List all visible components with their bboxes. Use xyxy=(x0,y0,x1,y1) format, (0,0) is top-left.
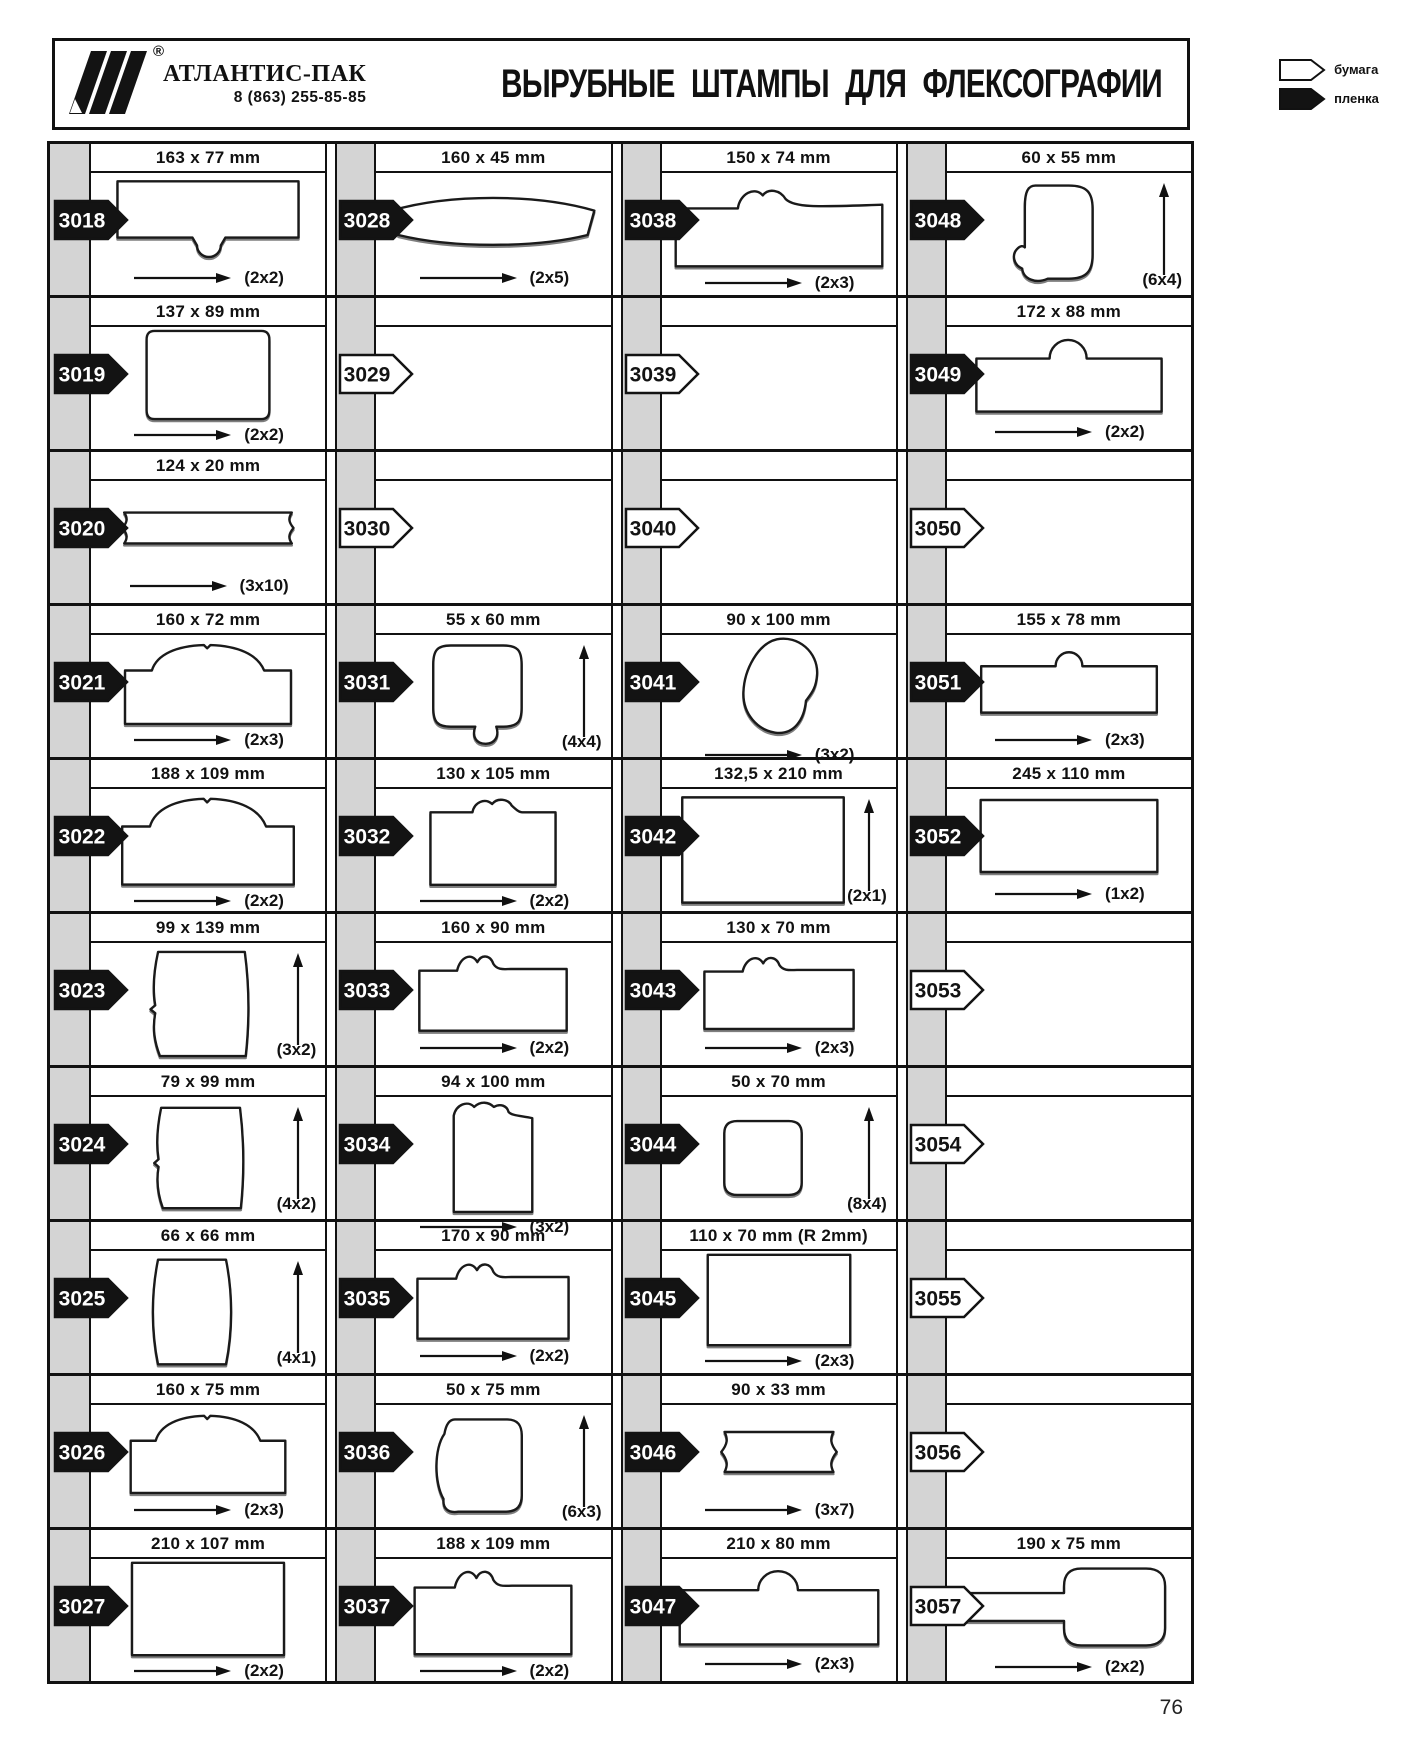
die-dimensions: 160 x 72 mm xyxy=(91,606,325,635)
die-dimensions: 160 x 45 mm xyxy=(376,144,610,173)
direction-arrow-right-icon xyxy=(993,1660,1093,1674)
registered-trademark-icon: ® xyxy=(153,42,165,60)
die-layout-count: (2x3) xyxy=(814,1351,855,1370)
die-layout-count: (2x2) xyxy=(529,1346,570,1365)
svg-text:3048: 3048 xyxy=(914,209,962,232)
die-dimensions: 79 x 99 mm xyxy=(91,1068,325,1097)
die-cell-3030 xyxy=(335,452,620,603)
die-layout-count: (4x2) xyxy=(276,1194,317,1213)
film-die-id-badge xyxy=(624,661,700,703)
die-dimensions: 110 x 70 mm (R 2mm) xyxy=(662,1222,896,1251)
die-layout-count: (8x4) xyxy=(847,1194,887,1213)
die-dimensions xyxy=(947,1068,1191,1097)
die-dimensions: 50 x 70 mm xyxy=(662,1068,896,1097)
die-layout-count: (4x4) xyxy=(561,732,602,751)
die-arrow-count-row xyxy=(91,1659,325,1683)
die-dimensions: 60 x 55 mm xyxy=(947,144,1191,173)
paper-badge-icon xyxy=(1278,58,1326,82)
die-grid-row xyxy=(50,295,1191,449)
die-shape-rect-bump-small-icon xyxy=(977,647,1161,717)
svg-text:3029: 3029 xyxy=(343,363,391,386)
direction-arrow-right-icon xyxy=(132,1664,232,1678)
die-cell-3043 xyxy=(621,914,906,1065)
die-layout-count: (2x2) xyxy=(529,1038,570,1057)
die-cell-3042 xyxy=(621,760,906,911)
die-dimensions: 170 x 90 mm xyxy=(376,1222,610,1251)
direction-arrow-right-icon xyxy=(703,1354,803,1368)
die-layout-count: (2x2) xyxy=(1105,422,1145,441)
paper-die-id-badge xyxy=(624,353,700,395)
die-shape-blob-lobe-icon xyxy=(1009,181,1097,287)
brand-phone: 8 (863) 255-85-85 xyxy=(233,89,367,106)
die-cell-3051 xyxy=(906,606,1191,757)
die-layout-count: (2x1) xyxy=(847,886,887,905)
die-cell-3036 xyxy=(335,1376,620,1527)
die-dimensions: 90 x 100 mm xyxy=(662,606,896,635)
die-layout-count: (2x2) xyxy=(244,891,284,910)
die-layout-count: (6x4) xyxy=(1142,270,1182,289)
film-die-id-badge xyxy=(624,815,700,857)
svg-text:3037: 3037 xyxy=(343,1595,391,1618)
die-cell-3047 xyxy=(621,1530,906,1681)
die-cell-3026 xyxy=(50,1376,335,1527)
die-dimensions: 210 x 107 mm xyxy=(91,1530,325,1559)
direction-arrow-right-icon xyxy=(993,887,1093,901)
film-die-id-badge xyxy=(909,353,985,395)
die-shape-rect-plain-icon xyxy=(704,1251,854,1349)
die-shape-rect-wavy-top-icon xyxy=(413,1253,573,1343)
die-cell-3023 xyxy=(50,914,335,1065)
film-die-id-badge xyxy=(53,661,129,703)
die-shape-rect-plain-icon xyxy=(976,797,1162,875)
die-grid-row xyxy=(50,757,1191,911)
die-layout-count: (2x3) xyxy=(814,1654,855,1673)
svg-text:3054: 3054 xyxy=(914,1133,962,1156)
die-grid xyxy=(47,141,1194,1684)
die-arrow-count-row xyxy=(662,1498,896,1522)
direction-arrow-up-icon xyxy=(862,797,876,893)
legend-film-label: пленка xyxy=(1334,91,1379,106)
svg-text:3025: 3025 xyxy=(58,1287,106,1310)
svg-text:3021: 3021 xyxy=(58,671,106,694)
die-layout-count: (3x2) xyxy=(814,745,855,764)
svg-text:3038: 3038 xyxy=(629,209,676,232)
die-arrow-count-row xyxy=(91,266,325,290)
die-shape-rect-dome-wide-icon xyxy=(120,636,296,728)
film-die-id-badge xyxy=(53,1123,129,1165)
die-grid-row xyxy=(50,1527,1191,1681)
film-die-id-badge xyxy=(624,1123,700,1165)
die-arrow-count-row xyxy=(947,1655,1191,1679)
direction-arrow-up-icon xyxy=(577,643,591,739)
die-dimensions xyxy=(662,452,896,481)
die-arrow-count-row xyxy=(376,889,610,913)
paper-die-id-badge xyxy=(624,507,700,549)
direction-arrow-right-icon xyxy=(703,1041,803,1055)
svg-text:3042: 3042 xyxy=(629,825,676,848)
die-layout-count: (3x2) xyxy=(276,1040,317,1059)
die-dimensions: 163 x 77 mm xyxy=(91,144,325,173)
die-layout-count: (2x2) xyxy=(244,1661,284,1680)
die-arrow-count-row xyxy=(376,266,610,290)
film-die-id-badge xyxy=(338,815,414,857)
die-layout-count: (2x2) xyxy=(529,891,570,910)
svg-text:3051: 3051 xyxy=(914,671,962,694)
die-arrow-count-row xyxy=(662,1652,896,1676)
die-arrow-count-row xyxy=(947,420,1191,444)
direction-arrow-up-icon xyxy=(577,1413,591,1509)
svg-text:3035: 3035 xyxy=(343,1287,391,1310)
paper-die-id-badge xyxy=(909,1123,985,1165)
header-box xyxy=(52,38,1379,130)
die-arrow-count-row xyxy=(662,1349,896,1373)
die-shape-rect-plain-icon xyxy=(128,1559,288,1659)
svg-text:3053: 3053 xyxy=(914,979,962,1002)
film-die-id-badge xyxy=(53,815,129,857)
die-cell-3052 xyxy=(906,760,1191,911)
svg-text:3031: 3031 xyxy=(343,671,391,694)
direction-arrow-up-icon xyxy=(291,951,305,1047)
material-legend xyxy=(1278,58,1410,111)
die-shape-rect-wavy-top-icon xyxy=(415,945,571,1035)
die-shape-rect-dome-wide-icon xyxy=(117,789,299,889)
die-cell-3039 xyxy=(621,298,906,449)
film-die-id-badge xyxy=(53,353,129,395)
legend-paper-label: бумага xyxy=(1334,62,1379,77)
die-cell-3020 xyxy=(50,452,335,603)
direction-arrow-up-icon xyxy=(291,1105,305,1201)
film-die-id-badge xyxy=(624,1431,700,1473)
die-cell-3057 xyxy=(906,1530,1191,1681)
direction-arrow-up-icon xyxy=(1157,181,1171,277)
die-arrow-count-row xyxy=(91,728,325,752)
film-die-id-badge xyxy=(338,1277,414,1319)
brand-name: АТЛАНТИС-ПАК xyxy=(163,61,367,87)
svg-text:3044: 3044 xyxy=(629,1133,676,1156)
svg-text:3041: 3041 xyxy=(629,671,676,694)
die-dimensions: 55 x 60 mm xyxy=(376,606,610,635)
die-dimensions xyxy=(376,298,610,327)
page-title: ВЫРУБНЫЕ ШТАМПЫ ДЛЯ ФЛЕКСОГРАФИИ xyxy=(501,61,1162,106)
die-cell-3040 xyxy=(621,452,906,603)
direction-arrow-right-icon xyxy=(132,1503,232,1517)
die-cell-3032 xyxy=(335,760,620,911)
die-layout-count: (2x2) xyxy=(244,268,284,287)
die-shape-barrel-icon xyxy=(141,1256,243,1368)
svg-text:3046: 3046 xyxy=(629,1441,676,1464)
svg-text:3056: 3056 xyxy=(914,1441,962,1464)
die-dimensions: 160 x 90 mm xyxy=(376,914,610,943)
die-layout-count: (2x3) xyxy=(814,1038,855,1057)
die-arrow-count-row xyxy=(662,271,896,295)
die-cell-3024 xyxy=(50,1068,335,1219)
direction-arrow-right-icon xyxy=(132,733,232,747)
direction-arrow-right-icon xyxy=(703,1503,803,1517)
direction-arrow-right-icon xyxy=(418,894,518,908)
die-cell-3018 xyxy=(50,144,335,295)
film-die-id-badge xyxy=(624,199,700,241)
die-arrow-count-row xyxy=(376,1659,610,1683)
svg-text:3024: 3024 xyxy=(58,1133,106,1156)
svg-text:3034: 3034 xyxy=(343,1133,391,1156)
die-shape-barrel-notch-icon xyxy=(132,1104,252,1212)
die-dimensions xyxy=(947,1222,1191,1251)
die-arrow-count-row xyxy=(91,574,325,598)
die-dimensions: 188 x 109 mm xyxy=(376,1530,610,1559)
svg-text:3036: 3036 xyxy=(343,1441,391,1464)
die-shape-rect-wavy-top-icon xyxy=(410,1559,576,1659)
direction-arrow-right-icon xyxy=(418,1041,518,1055)
die-dimensions xyxy=(947,452,1191,481)
die-cell-3027 xyxy=(50,1530,335,1681)
die-dimensions xyxy=(947,1376,1191,1405)
die-cell-3025 xyxy=(50,1222,335,1373)
die-cell-3029 xyxy=(335,298,620,449)
die-layout-count: (1x2) xyxy=(1105,884,1145,903)
die-cell-3046 xyxy=(621,1376,906,1527)
direction-arrow-right-icon xyxy=(418,1664,518,1678)
die-cell-3037 xyxy=(335,1530,620,1681)
film-die-id-badge xyxy=(338,1123,414,1165)
film-die-id-badge xyxy=(909,661,985,703)
die-shape-blob-square-icon xyxy=(427,1414,527,1518)
die-cell-3048 xyxy=(906,144,1191,295)
die-cell-3056 xyxy=(906,1376,1191,1527)
die-layout-count: (2x3) xyxy=(1105,730,1145,749)
die-grid-row xyxy=(50,1219,1191,1373)
film-die-id-badge xyxy=(909,199,985,241)
direction-arrow-right-icon xyxy=(132,271,232,285)
die-layout-count: (2x3) xyxy=(244,1500,284,1519)
die-cell-3041 xyxy=(621,606,906,764)
die-shape-barrel-notch-icon xyxy=(126,948,258,1060)
die-cell-3049 xyxy=(906,298,1191,449)
die-dimensions: 188 x 109 mm xyxy=(91,760,325,789)
die-dimensions: 130 x 105 mm xyxy=(376,760,610,789)
die-dimensions: 155 x 78 mm xyxy=(947,606,1191,635)
film-die-id-badge xyxy=(624,1585,700,1627)
svg-text:3049: 3049 xyxy=(914,363,962,386)
legend-film-row xyxy=(1278,87,1410,111)
film-die-id-badge xyxy=(53,969,129,1011)
die-shape-rect-wavy-top-icon xyxy=(700,947,858,1033)
die-shape-rounded-rect-icon xyxy=(143,327,273,423)
die-dimensions: 66 x 66 mm xyxy=(91,1222,325,1251)
die-layout-count: (6x3) xyxy=(561,1502,602,1521)
film-die-id-badge xyxy=(338,661,414,703)
die-layout-count: (3x7) xyxy=(814,1500,855,1519)
die-layout-count: (2x3) xyxy=(244,730,284,749)
svg-text:3040: 3040 xyxy=(629,517,676,540)
atlantis-pak-logo-icon xyxy=(67,42,165,122)
die-cell-3054 xyxy=(906,1068,1191,1219)
paper-die-id-badge xyxy=(338,353,414,395)
svg-text:3045: 3045 xyxy=(629,1287,676,1310)
die-shape-rect-plain-icon xyxy=(678,793,848,907)
die-cell-3045 xyxy=(621,1222,906,1373)
svg-text:3026: 3026 xyxy=(58,1441,106,1464)
die-arrow-count-row xyxy=(91,1498,325,1522)
svg-text:3039: 3039 xyxy=(629,363,676,386)
die-cell-3053 xyxy=(906,914,1191,1065)
svg-text:3033: 3033 xyxy=(343,979,391,1002)
paper-die-id-badge xyxy=(909,1585,985,1627)
svg-text:3028: 3028 xyxy=(343,209,391,232)
direction-arrow-right-icon xyxy=(418,1349,518,1363)
svg-text:3047: 3047 xyxy=(629,1595,676,1618)
paper-die-id-badge xyxy=(909,1277,985,1319)
die-dimensions: 99 x 139 mm xyxy=(91,914,325,943)
film-die-id-badge xyxy=(53,1431,129,1473)
die-shape-rect-notch-bottom-icon xyxy=(112,176,304,264)
die-arrow-count-row xyxy=(947,882,1191,906)
direction-arrow-up-icon xyxy=(862,1105,876,1201)
die-dimensions: 210 x 80 mm xyxy=(662,1530,896,1559)
svg-text:3052: 3052 xyxy=(914,825,962,848)
die-cell-3055 xyxy=(906,1222,1191,1373)
die-layout-count: (2x2) xyxy=(1105,1657,1145,1676)
direction-arrow-right-icon xyxy=(703,1657,803,1671)
die-shape-rect-dome-wide-icon xyxy=(126,1407,290,1497)
die-dimensions xyxy=(947,914,1191,943)
svg-text:3020: 3020 xyxy=(58,517,106,540)
die-grid-row xyxy=(50,1373,1191,1527)
die-cell-3038 xyxy=(621,144,906,295)
svg-text:3023: 3023 xyxy=(58,979,106,1002)
die-cell-3028 xyxy=(335,144,620,295)
direction-arrow-right-icon xyxy=(128,579,228,593)
svg-text:3050: 3050 xyxy=(914,517,962,540)
film-die-id-badge xyxy=(53,507,129,549)
die-layout-count: (2x2) xyxy=(529,1661,570,1680)
die-grid-row xyxy=(50,449,1191,603)
direction-arrow-right-icon xyxy=(993,425,1093,439)
die-dimensions: 94 x 100 mm xyxy=(376,1068,610,1097)
die-arrow-count-row xyxy=(376,1036,610,1060)
svg-text:3027: 3027 xyxy=(58,1595,106,1618)
die-shape-tag-icon xyxy=(963,1559,1175,1655)
die-arrow-count-row xyxy=(662,1036,896,1060)
die-dimensions: 132,5 x 210 mm xyxy=(662,760,896,789)
die-cell-3021 xyxy=(50,606,335,757)
film-die-id-badge xyxy=(338,969,414,1011)
die-dimensions: 172 x 88 mm xyxy=(947,298,1191,327)
svg-text:3030: 3030 xyxy=(343,517,391,540)
legend-paper-row xyxy=(1278,58,1410,82)
die-dimensions: 124 x 20 mm xyxy=(91,452,325,481)
film-die-id-badge xyxy=(909,815,985,857)
svg-text:3022: 3022 xyxy=(58,825,106,848)
die-shape-blob-egg-icon xyxy=(734,635,824,743)
film-die-id-badge xyxy=(338,199,414,241)
die-cell-3033 xyxy=(335,914,620,1065)
die-dimensions: 90 x 33 mm xyxy=(662,1376,896,1405)
die-arrow-count-row xyxy=(91,889,325,913)
film-die-id-badge xyxy=(53,1277,129,1319)
die-grid-row xyxy=(50,603,1191,764)
die-shape-rect-dome-bump-icon xyxy=(675,1563,883,1649)
die-cell-3044 xyxy=(621,1068,906,1219)
svg-text:3057: 3057 xyxy=(914,1595,962,1618)
die-cell-3022 xyxy=(50,760,335,911)
die-shape-rect-bump-wavy-icon xyxy=(426,789,560,889)
brand-block xyxy=(67,42,385,122)
direction-arrow-right-icon xyxy=(993,733,1093,747)
die-dimensions: 190 x 75 mm xyxy=(947,1530,1191,1559)
svg-text:3055: 3055 xyxy=(914,1287,962,1310)
die-layout-count: (2x2) xyxy=(244,425,284,444)
direction-arrow-up-icon xyxy=(291,1259,305,1355)
film-die-id-badge xyxy=(338,1431,414,1473)
die-cell-3035 xyxy=(335,1222,620,1373)
die-arrow-count-row xyxy=(376,1344,610,1368)
die-layout-count: (3x2) xyxy=(529,1217,570,1236)
die-layout-count: (3x10) xyxy=(239,576,289,595)
die-layout-count: (2x3) xyxy=(814,273,855,292)
svg-text:3043: 3043 xyxy=(629,979,676,1002)
die-shape-rect-dome-bump-icon xyxy=(972,332,1166,416)
film-die-id-badge xyxy=(53,199,129,241)
die-shape-rect-bumpy-top-icon xyxy=(669,173,889,271)
die-dimensions: 50 x 75 mm xyxy=(376,1376,610,1405)
die-dimensions xyxy=(376,452,610,481)
page-number: 76 xyxy=(1159,1696,1183,1719)
die-shape-rounded-square-tail-icon xyxy=(428,641,526,751)
die-dimensions: 130 x 70 mm xyxy=(662,914,896,943)
die-shape-brace-label-icon xyxy=(713,1427,845,1477)
die-shape-curved-band-icon xyxy=(382,190,604,250)
die-arrow-count-row xyxy=(947,728,1191,752)
die-shape-rect-wavy-top-tall-icon xyxy=(448,1097,538,1215)
svg-text:3018: 3018 xyxy=(58,209,106,232)
die-dimensions: 245 x 110 mm xyxy=(947,760,1191,789)
die-cell-3019 xyxy=(50,298,335,449)
die-cell-3031 xyxy=(335,606,620,757)
film-die-id-badge xyxy=(624,1277,700,1319)
film-badge-icon xyxy=(1278,87,1326,111)
film-die-id-badge xyxy=(338,1585,414,1627)
film-die-id-badge xyxy=(624,969,700,1011)
paper-die-id-badge xyxy=(909,1431,985,1473)
direction-arrow-right-icon xyxy=(703,276,803,290)
die-cell-3050 xyxy=(906,452,1191,603)
paper-die-id-badge xyxy=(338,507,414,549)
die-arrow-count-row xyxy=(91,423,325,447)
die-dimensions: 160 x 75 mm xyxy=(91,1376,325,1405)
paper-die-id-badge xyxy=(909,507,985,549)
svg-text:3019: 3019 xyxy=(58,363,106,386)
die-grid-row xyxy=(50,144,1191,295)
die-dimensions: 150 x 74 mm xyxy=(662,144,896,173)
direction-arrow-right-icon xyxy=(132,894,232,908)
die-dimensions xyxy=(662,298,896,327)
paper-die-id-badge xyxy=(909,969,985,1011)
direction-arrow-right-icon xyxy=(418,271,518,285)
film-die-id-badge xyxy=(53,1585,129,1627)
die-shape-strip-brace-icon xyxy=(113,508,303,548)
die-shape-rounded-rect-small-icon xyxy=(720,1117,806,1199)
die-layout-count: (2x5) xyxy=(529,268,570,287)
die-dimensions: 137 x 89 mm xyxy=(91,298,325,327)
direction-arrow-right-icon xyxy=(132,428,232,442)
die-grid-row xyxy=(50,911,1191,1065)
svg-text:3032: 3032 xyxy=(343,825,391,848)
die-layout-count: (4x1) xyxy=(276,1348,317,1367)
